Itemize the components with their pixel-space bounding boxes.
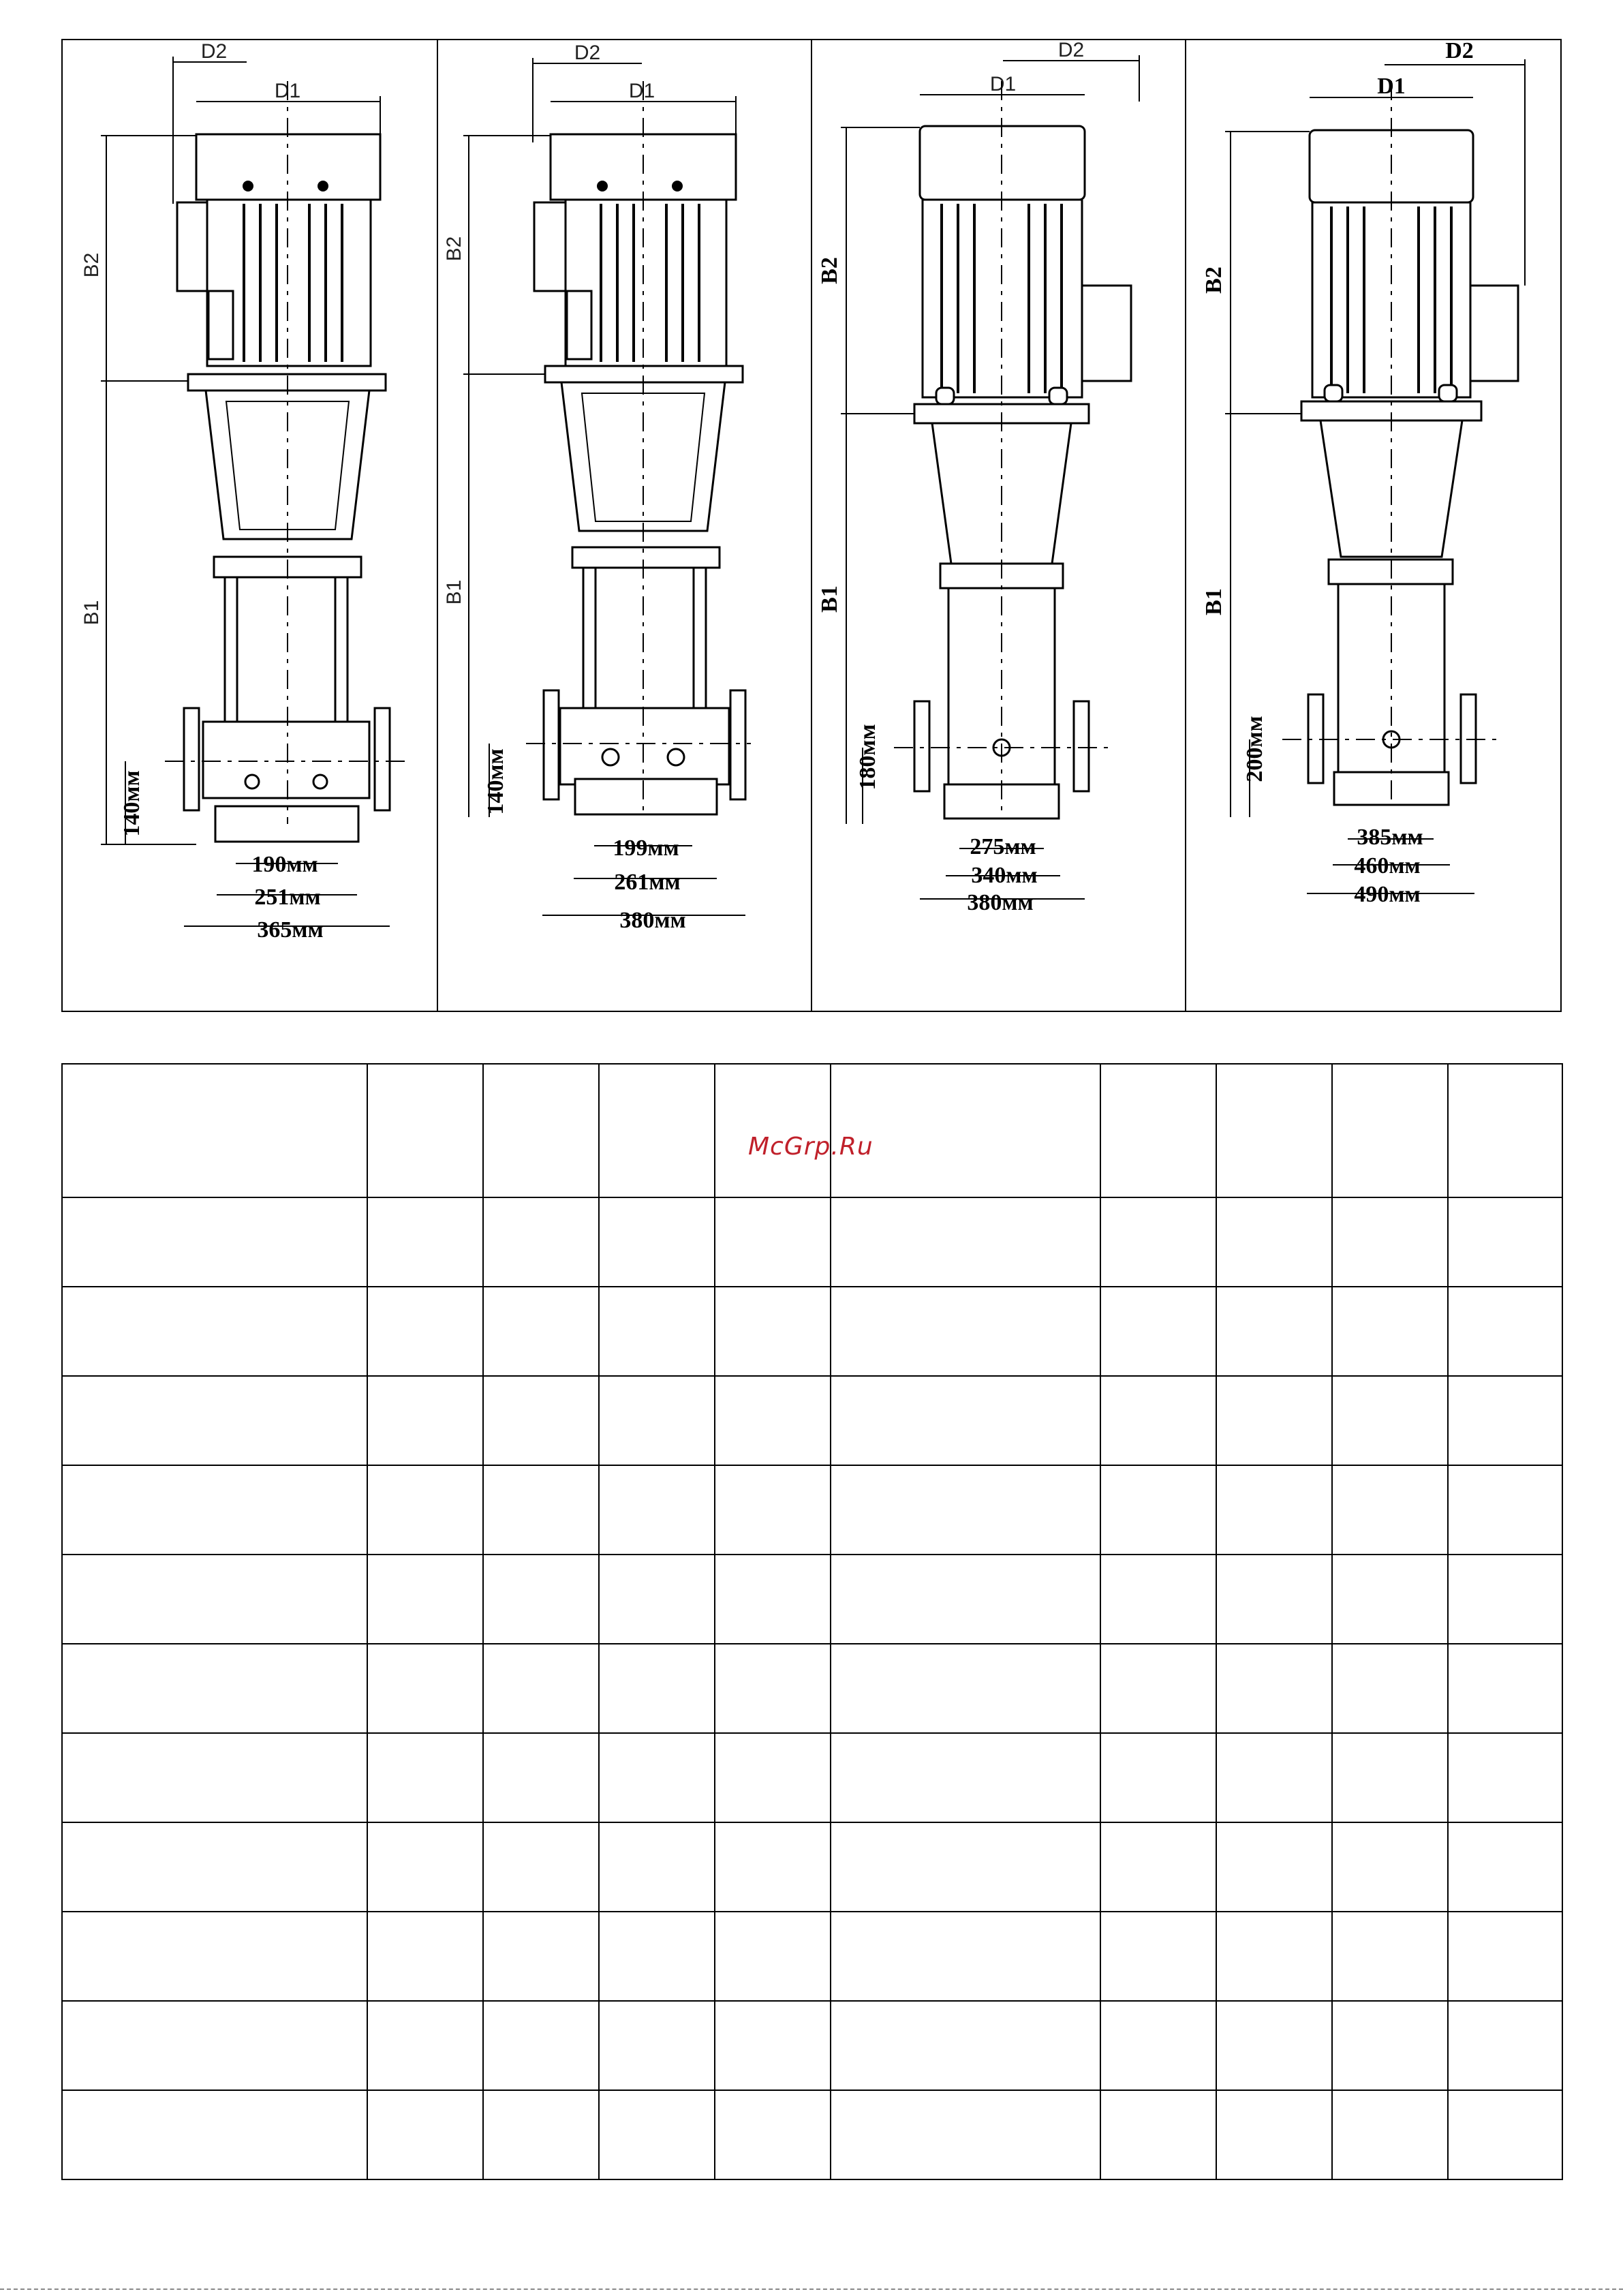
table-cell bbox=[62, 1376, 367, 1465]
dim-width-1: 190мм bbox=[251, 852, 318, 877]
table-row bbox=[62, 2001, 1562, 2090]
pump-dimension-drawings bbox=[63, 40, 1560, 1011]
label-d1: D1 bbox=[274, 80, 301, 102]
label-d2: D2 bbox=[200, 40, 228, 63]
dim-height: 140мм bbox=[483, 748, 508, 815]
dim-width-2: 340мм bbox=[971, 863, 1038, 888]
label-d1: D1 bbox=[1377, 74, 1406, 99]
table-row bbox=[62, 1465, 1562, 1555]
page-bottom-rule bbox=[0, 2289, 1623, 2290]
pump-drawing-3 bbox=[817, 40, 1139, 915]
dim-width-2: 261мм bbox=[614, 870, 681, 895]
table-row bbox=[62, 1733, 1562, 1822]
table-cell bbox=[483, 1064, 599, 1197]
pump-drawing-1 bbox=[80, 40, 410, 943]
specification-table bbox=[61, 1063, 1562, 2177]
label-b2: B2 bbox=[1201, 266, 1226, 294]
table-row bbox=[62, 1555, 1562, 1644]
label-b1: B1 bbox=[443, 579, 465, 605]
table-row bbox=[62, 1912, 1562, 2001]
pump-drawings-panel bbox=[61, 39, 1562, 1012]
table-cell bbox=[62, 1822, 367, 1912]
dim-width-2: 460мм bbox=[1354, 853, 1421, 878]
table-row bbox=[62, 1376, 1562, 1465]
table-cell bbox=[1216, 1064, 1332, 1197]
label-b1: B1 bbox=[817, 585, 842, 613]
dim-width-3: 490мм bbox=[1354, 882, 1421, 907]
table-cell bbox=[599, 1064, 715, 1197]
table-cell bbox=[367, 1064, 483, 1197]
label-d2: D2 bbox=[1057, 40, 1085, 61]
dim-width-3: 380мм bbox=[619, 908, 686, 933]
label-b1: B1 bbox=[80, 600, 103, 626]
table-header-row bbox=[62, 1064, 1562, 1197]
label-b2: B2 bbox=[817, 257, 842, 284]
table-cell bbox=[62, 1465, 367, 1555]
table-row bbox=[62, 1287, 1562, 1376]
table-cell bbox=[62, 1555, 367, 1644]
table-cell bbox=[62, 1287, 367, 1376]
dim-width-1: 199мм bbox=[613, 836, 679, 861]
label-b2: B2 bbox=[443, 236, 465, 262]
table-cell bbox=[715, 1064, 831, 1197]
table-cell bbox=[62, 1064, 367, 1197]
dim-height: 200мм bbox=[1242, 716, 1267, 782]
table-cell bbox=[62, 1197, 367, 1287]
pump-drawing-4 bbox=[1201, 40, 1525, 907]
table-cell bbox=[62, 1912, 367, 2001]
dim-height: 140мм bbox=[119, 770, 144, 837]
label-b1: B1 bbox=[1201, 588, 1226, 615]
table-cell bbox=[1100, 1064, 1216, 1197]
table-row bbox=[62, 2090, 1562, 2179]
label-d2: D2 bbox=[1445, 40, 1474, 63]
table-cell bbox=[831, 1064, 1100, 1197]
watermark-text: McGrp.Ru bbox=[748, 1133, 874, 1161]
dim-width-2: 251мм bbox=[254, 885, 321, 910]
label-d2: D2 bbox=[574, 42, 601, 64]
table-row bbox=[62, 1644, 1562, 1733]
table-cell bbox=[1332, 1064, 1448, 1197]
dim-width-1: 385мм bbox=[1357, 825, 1423, 850]
label-d1: D1 bbox=[989, 73, 1017, 95]
table-cell bbox=[62, 2001, 367, 2090]
table-row bbox=[62, 1822, 1562, 1912]
dim-height: 180мм bbox=[855, 724, 880, 791]
table-cell bbox=[62, 2090, 367, 2179]
dim-width-1: 275мм bbox=[970, 834, 1036, 859]
table-row bbox=[62, 1197, 1562, 1287]
label-d1: D1 bbox=[628, 80, 655, 102]
table-cell bbox=[62, 1644, 367, 1733]
label-b2: B2 bbox=[80, 252, 103, 278]
dim-width-3: 365мм bbox=[257, 917, 324, 943]
table-cell bbox=[1448, 1064, 1562, 1197]
pump-drawing-2 bbox=[443, 42, 751, 933]
dim-width-3: 380мм bbox=[967, 890, 1034, 915]
table-cell bbox=[62, 1733, 367, 1822]
